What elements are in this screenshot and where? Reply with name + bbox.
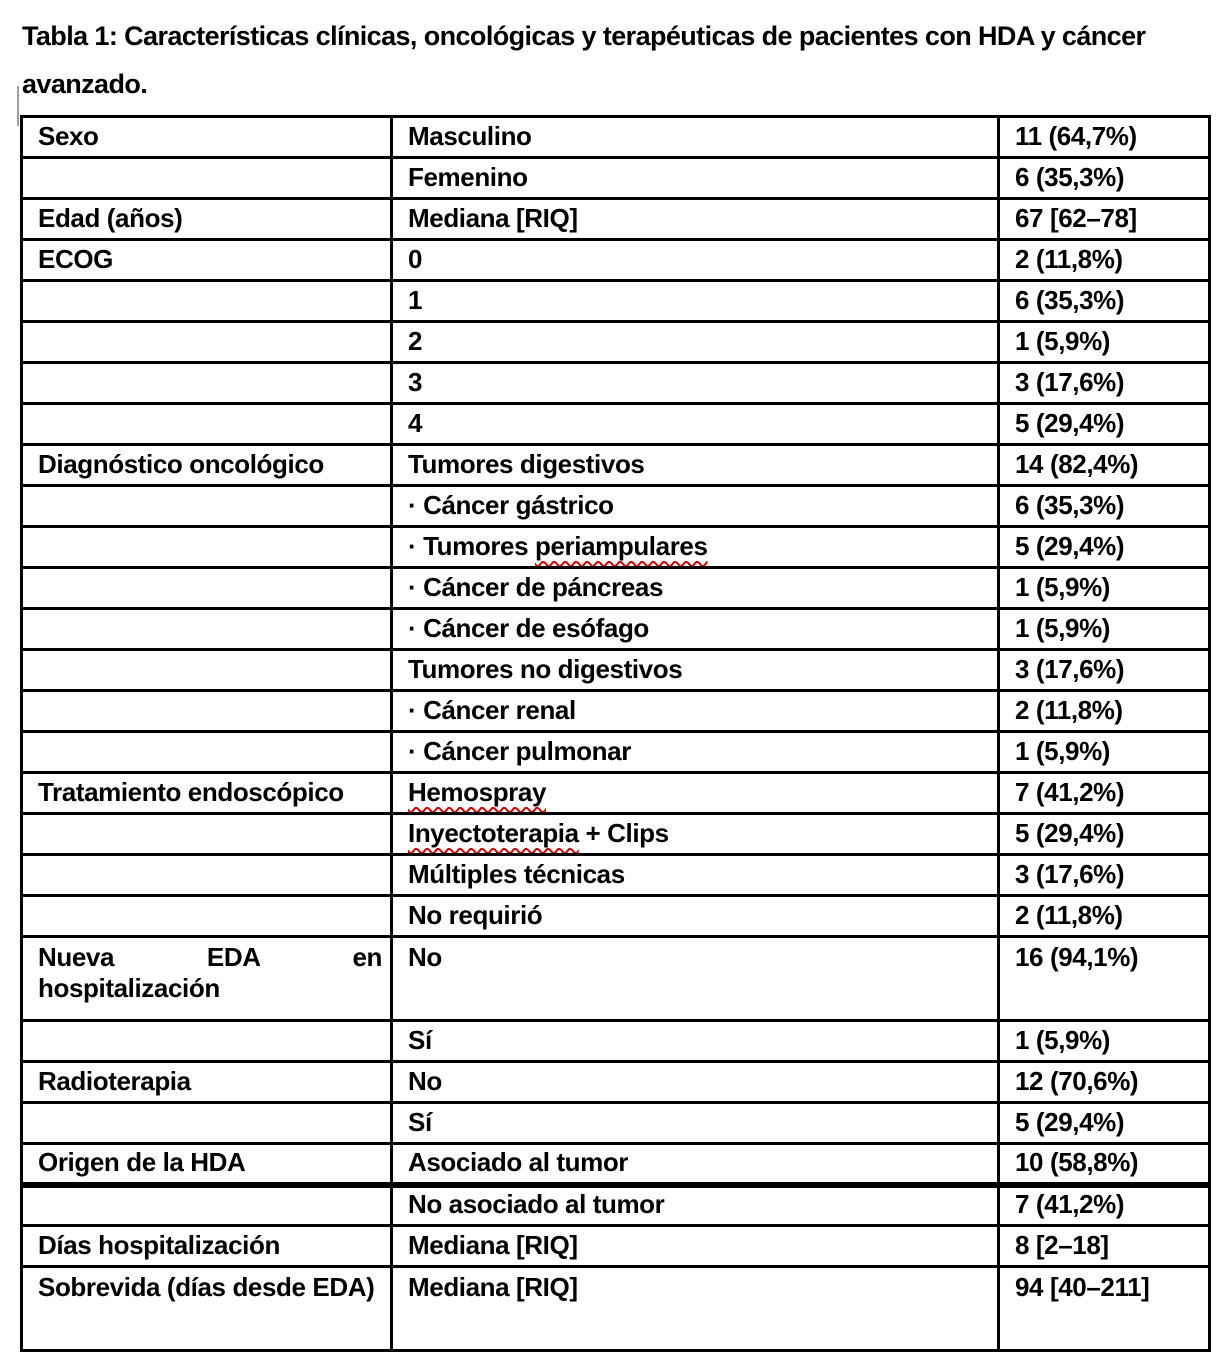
value-cell: 5 (29,4%): [999, 527, 1210, 568]
value-cell: 2 (11,8%): [999, 896, 1210, 937]
category-cell: Diagnóstico oncológico: [22, 445, 392, 486]
value-cell: 3 (17,6%): [999, 363, 1210, 404]
table-row: [22, 650, 1210, 691]
table-row: [22, 814, 1210, 855]
category-cell: Edad (años): [22, 199, 392, 240]
misspelled-word: Hemospray: [408, 776, 547, 807]
table-row: [22, 1185, 1210, 1226]
category-cell: [22, 527, 392, 568]
table-row: [22, 691, 1210, 732]
value-cell: 14 (82,4%): [999, 445, 1210, 486]
category-cell: [22, 404, 392, 445]
category-cell: [22, 568, 392, 609]
category-cell: Radioterapia: [22, 1062, 392, 1103]
value-cell: 1 (5,9%): [999, 322, 1210, 363]
table-row: [22, 937, 1210, 1021]
subcategory-cell: Sí: [392, 1021, 999, 1062]
value-cell: 16 (94,1%): [999, 937, 1210, 1021]
table-row: [22, 281, 1210, 322]
table-row: [22, 896, 1210, 937]
category-cell: Origen de la HDA: [22, 1144, 392, 1185]
category-cell: [22, 650, 392, 691]
subcategory-cell: · Cáncer de esófago: [392, 609, 999, 650]
category-cell: [22, 691, 392, 732]
table-row: [22, 445, 1210, 486]
category-cell: [22, 363, 392, 404]
text-cursor: [17, 86, 19, 126]
subcategory-cell: Mediana [RIQ]: [392, 1267, 999, 1351]
subcategory-cell: 0: [392, 240, 999, 281]
value-cell: 6 (35,3%): [999, 158, 1210, 199]
subcategory-cell: Tumores no digestivos: [392, 650, 999, 691]
value-cell: 94 [40–211]: [999, 1267, 1210, 1351]
table-row: [22, 117, 1210, 158]
table-row: [22, 1267, 1210, 1351]
table-row: [22, 609, 1210, 650]
table-row: [22, 855, 1210, 896]
table-body: [22, 117, 1210, 1351]
category-cell: [22, 158, 392, 199]
subcategory-cell: · Cáncer pulmonar: [392, 732, 999, 773]
value-cell: 1 (5,9%): [999, 1021, 1210, 1062]
subcategory-text: + Clips: [578, 817, 669, 848]
value-cell: 5 (29,4%): [999, 814, 1210, 855]
value-cell: 6 (35,3%): [999, 281, 1210, 322]
table-row: [22, 486, 1210, 527]
category-cell: Sexo: [22, 117, 392, 158]
subcategory-cell: 4: [392, 404, 999, 445]
value-cell: 7 (41,2%): [999, 773, 1210, 814]
category-cell: Días hospitalización: [22, 1226, 392, 1267]
subcategory-cell: · Cáncer gástrico: [392, 486, 999, 527]
subcategory-text: · Tumores: [408, 530, 535, 561]
misspelled-word: periampulares: [534, 530, 708, 561]
subcategory-cell: Mediana [RIQ]: [392, 199, 999, 240]
table-row: [22, 158, 1210, 199]
table-row: [22, 773, 1210, 814]
table-row: [22, 404, 1210, 445]
subcategory-cell: Tumores digestivos: [392, 445, 999, 486]
table-row: [22, 240, 1210, 281]
subcategory-cell: [392, 773, 999, 814]
subcategory-cell: No requirió: [392, 896, 999, 937]
category-cell: [22, 1103, 392, 1144]
value-cell: 6 (35,3%): [999, 486, 1210, 527]
table-row: [22, 527, 1210, 568]
table-row: [22, 1103, 1210, 1144]
category-cell: [22, 609, 392, 650]
category-cell: [22, 486, 392, 527]
table-row: [22, 1062, 1210, 1103]
clinical-characteristics-table[interactable]: [20, 115, 1211, 1352]
category-cell: [22, 732, 392, 773]
category-cell: [22, 855, 392, 896]
table-row: [22, 1144, 1210, 1185]
category-cell: [22, 814, 392, 855]
subcategory-cell: No asociado al tumor: [392, 1185, 999, 1226]
subcategory-cell: 2: [392, 322, 999, 363]
value-cell: 1 (5,9%): [999, 609, 1210, 650]
table-row: [22, 1226, 1210, 1267]
category-cell: [22, 322, 392, 363]
category-cell: ECOG: [22, 240, 392, 281]
value-cell: 8 [2–18]: [999, 1226, 1210, 1267]
category-cell: [22, 896, 392, 937]
table-row: [22, 363, 1210, 404]
subcategory-cell: 3: [392, 363, 999, 404]
category-cell: Tratamiento endoscópico: [22, 773, 392, 814]
value-cell: 67 [62–78]: [999, 199, 1210, 240]
subcategory-cell: 1: [392, 281, 999, 322]
value-cell: 1 (5,9%): [999, 568, 1210, 609]
subcategory-cell: Asociado al tumor: [392, 1144, 999, 1185]
subcategory-cell: · Cáncer renal: [392, 691, 999, 732]
value-cell: 1 (5,9%): [999, 732, 1210, 773]
value-cell: 11 (64,7%): [999, 117, 1210, 158]
value-cell: 10 (58,8%): [999, 1144, 1210, 1185]
value-cell: 12 (70,6%): [999, 1062, 1210, 1103]
misspelled-word: Inyectoterapia: [408, 817, 579, 848]
table-row: [22, 1021, 1210, 1062]
subcategory-cell: Sí: [392, 1103, 999, 1144]
value-cell: 7 (41,2%): [999, 1185, 1210, 1226]
value-cell: 5 (29,4%): [999, 404, 1210, 445]
value-cell: 3 (17,6%): [999, 650, 1210, 691]
subcategory-cell: [392, 527, 999, 568]
value-cell: 5 (29,4%): [999, 1103, 1210, 1144]
table-row: [22, 322, 1210, 363]
value-cell: 3 (17,6%): [999, 855, 1210, 896]
subcategory-cell: Femenino: [392, 158, 999, 199]
subcategory-cell: No: [392, 1062, 999, 1103]
table-row: [22, 732, 1210, 773]
category-cell: Nueva EDA en hospitalización: [22, 937, 392, 1021]
subcategory-cell: · Cáncer de páncreas: [392, 568, 999, 609]
subcategory-cell: Mediana [RIQ]: [392, 1226, 999, 1267]
table-caption: [0, 0, 1232, 108]
category-cell: [22, 1021, 392, 1062]
subcategory-cell: No: [392, 937, 999, 1021]
value-cell: 2 (11,8%): [999, 691, 1210, 732]
subcategory-cell: [392, 814, 999, 855]
category-cell: [22, 281, 392, 322]
table-row: [22, 199, 1210, 240]
category-cell: [22, 1185, 392, 1226]
table-row: [22, 568, 1210, 609]
subcategory-cell: Masculino: [392, 117, 999, 158]
value-cell: 2 (11,8%): [999, 240, 1210, 281]
table-caption-line2: avanzado.: [22, 69, 148, 99]
category-cell: Sobrevida (días desde EDA): [22, 1267, 392, 1351]
subcategory-cell: Múltiples técnicas: [392, 855, 999, 896]
table-caption-line1: Tabla 1: Características clínicas, oncológicas y terapéuticas de pacientes con HDA y cáncer: [22, 21, 1146, 51]
